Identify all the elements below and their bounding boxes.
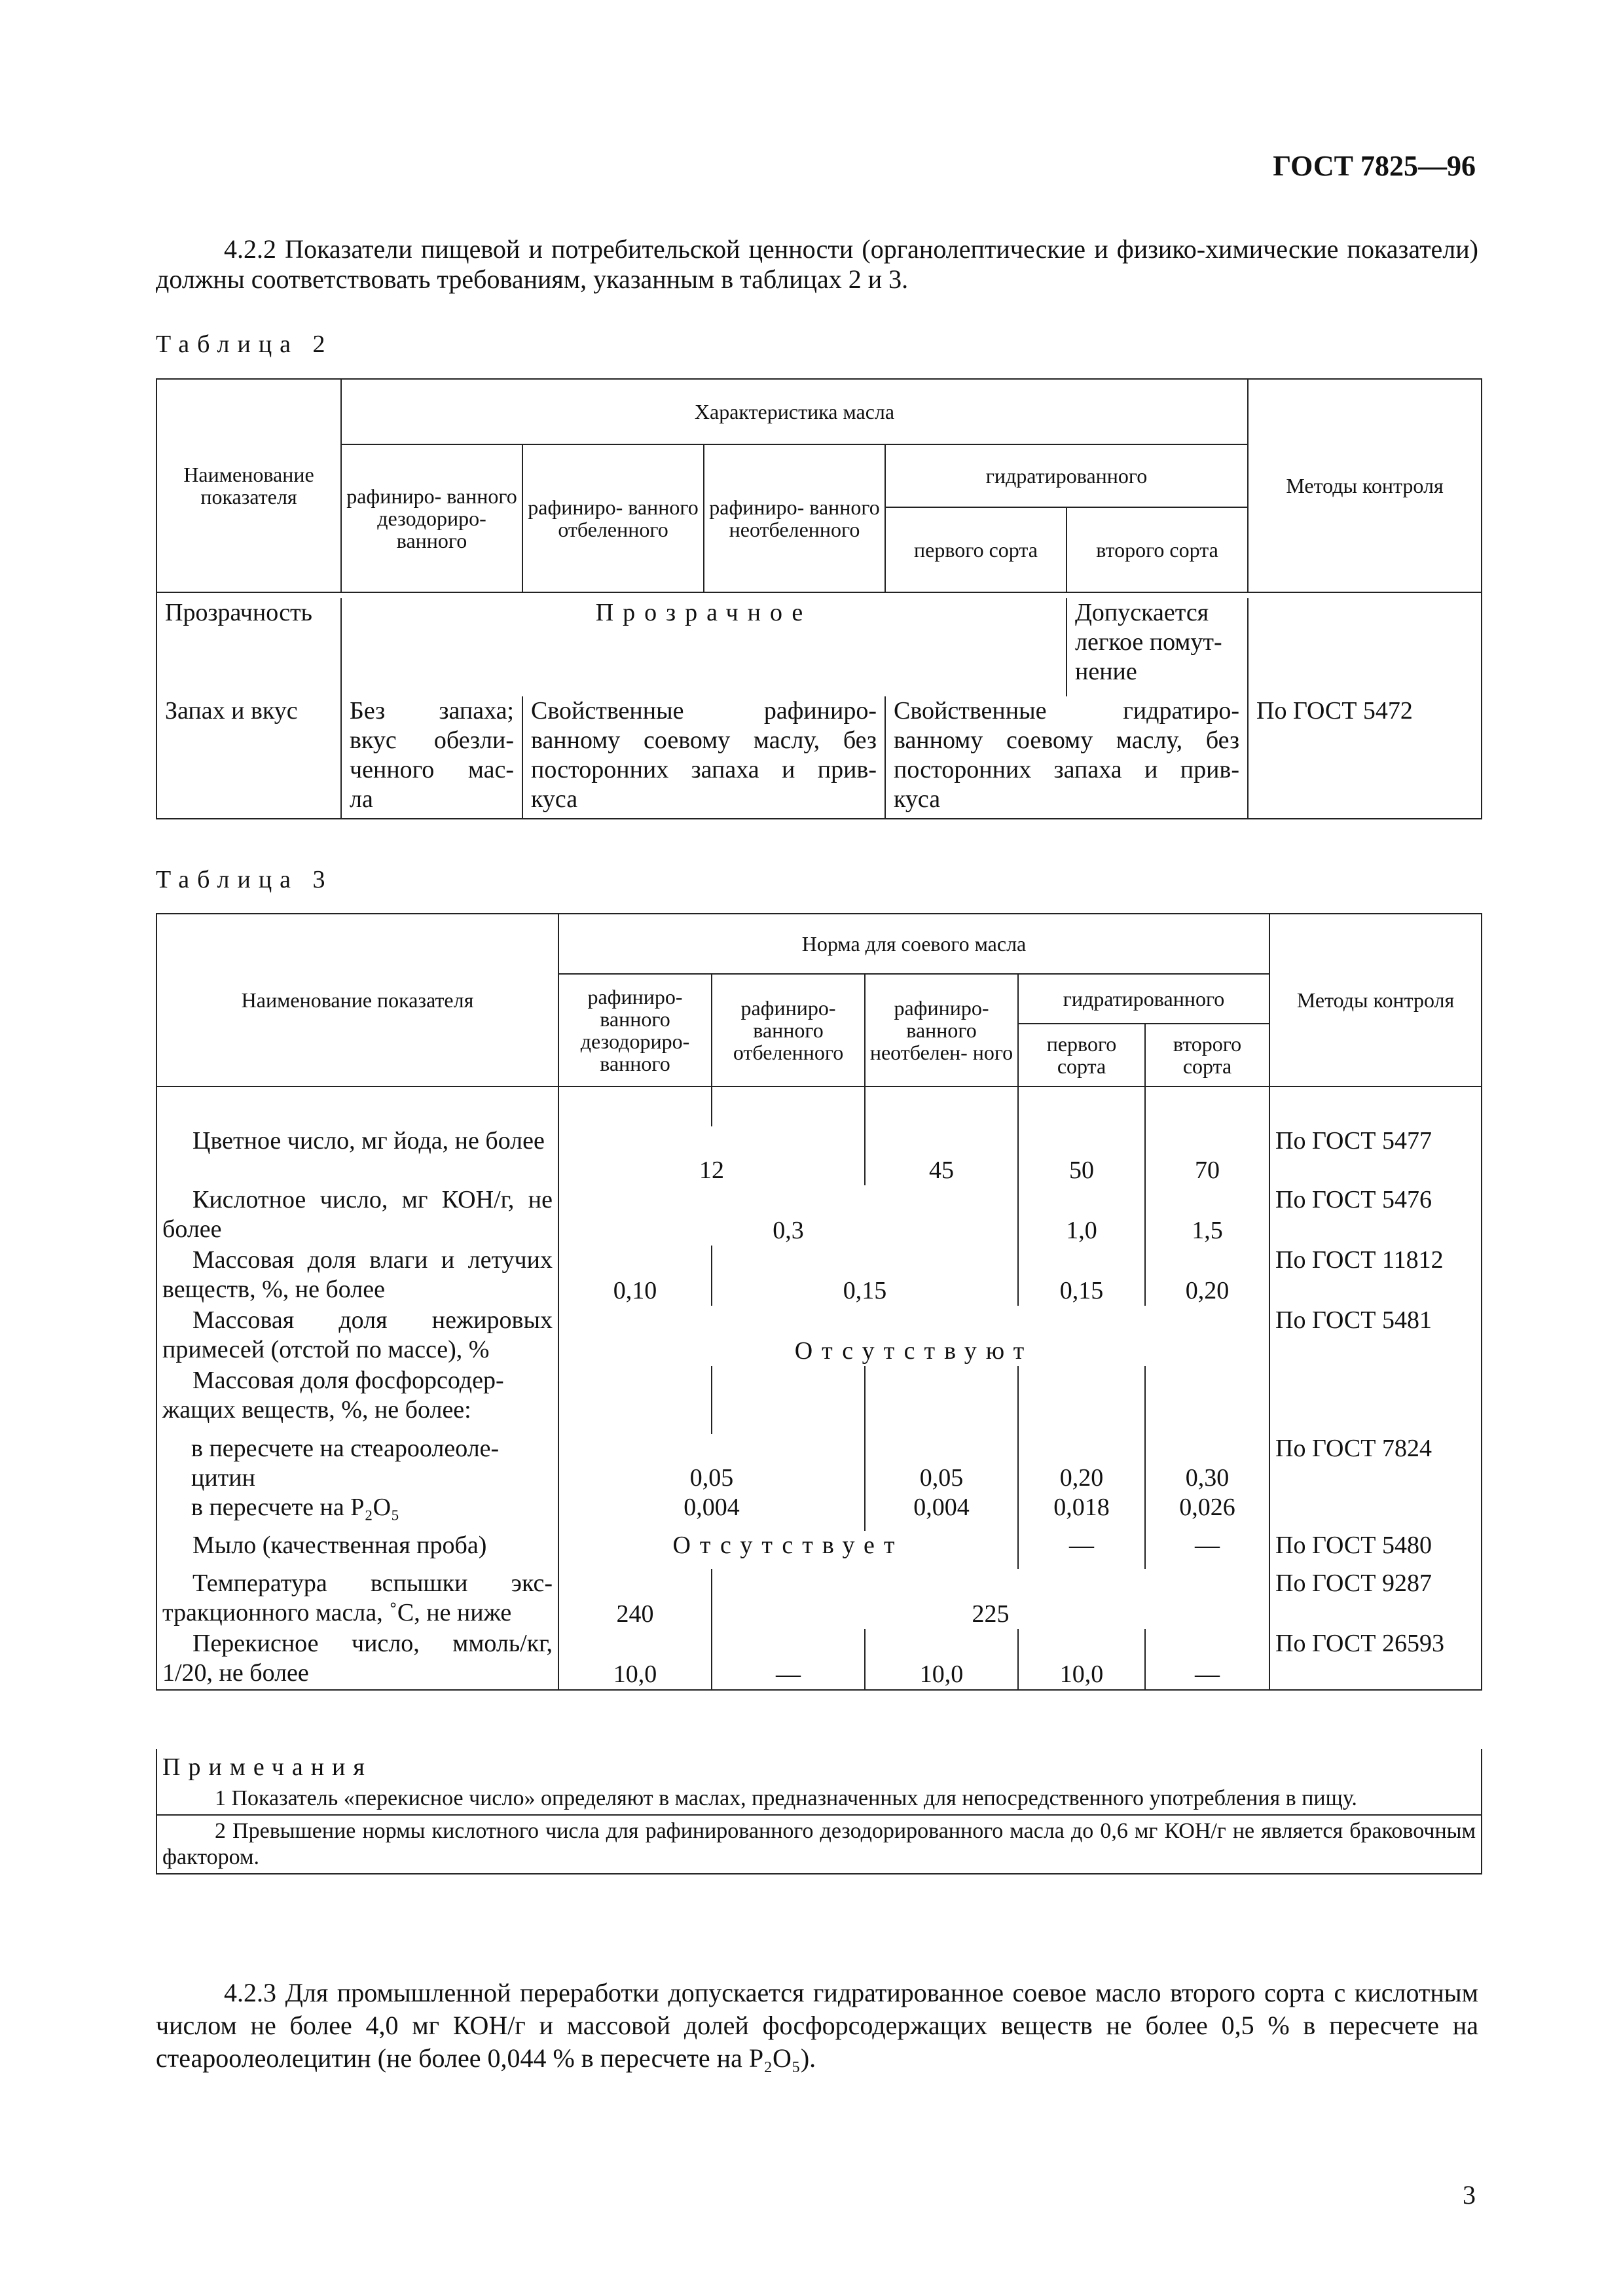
t3-row-name: Кислотное число, мг КОН/г, не более <box>156 1185 558 1246</box>
t3-header-raf-deo: рафиниро- ванного дезодориро- ванного <box>558 974 712 1086</box>
t3-cell-raf-deo: 10,0 <box>558 1629 712 1690</box>
document-header: ГОСТ 7825—96 <box>1273 150 1476 182</box>
t3-header-norm: Норма для соевого масла <box>558 914 1269 974</box>
t3-row-name: Мыло (качественная проба) <box>156 1531 558 1569</box>
t3-cell-raf-all: 0,3 <box>558 1185 1018 1246</box>
t3-cell-first: 0,20 <box>1018 1434 1145 1493</box>
t3-cell-first: 0,018 <box>1018 1493 1145 1531</box>
t2-header-hydr: гидратированного <box>885 444 1248 507</box>
t3-cell-method: По ГОСТ 5477 <box>1269 1126 1482 1185</box>
t3-cell-first: 50 <box>1018 1126 1145 1185</box>
table3-caption: Таблица 3 <box>156 866 333 893</box>
t3-header-raf-neotb: рафиниро- ванного неотбелен- ного <box>865 974 1018 1086</box>
t3-row-name: Температура вспышки экс- тракционного масла, ˚С, не ниже <box>156 1569 558 1629</box>
paragraph-4-2-3: 4.2.3 Для промышленной переработки допускается гидратированное соевое масло второго сорта с кислотным числом не более 4,0 мг КОН/г и массовой долей фосфорсодержащих веществ не более 0,5 % в пересчете на стеароолеолецитин (не более 0,044 % в пересчете на P₂O₅). <box>156 1978 1478 2073</box>
note-2: 2 Превышение нормы кислотного числа для рафинированного дезодорированного масла до 0,6 мг КОН/г не является браковочным фактором. <box>157 1814 1481 1873</box>
t3-cell-first: 1,0 <box>1018 1185 1145 1246</box>
page-number: 3 <box>1463 2180 1476 2210</box>
t3-header-methods: Методы контроля <box>1269 914 1482 1086</box>
t2-header-raf-otb: рафиниро- ванного отбеленного <box>522 444 704 592</box>
t3-cell-method: По ГОСТ 9287 <box>1269 1569 1482 1629</box>
t2-row-transparency-value: Прозрачное <box>341 598 1067 696</box>
table-2 <box>156 378 1482 819</box>
t3-header-first: первого сорта <box>1018 1024 1145 1086</box>
t2-header-name: Наименование показателя <box>156 379 341 592</box>
t2-header-second: второго сорта <box>1067 507 1248 592</box>
table3-notes <box>156 1749 1482 1874</box>
note-1: 1 Показатель «перекисное число» определяют в маслах, предназначенных для непосредственного употребления в пищу. <box>215 1786 1357 1810</box>
t3-cell-first: 0,15 <box>1018 1246 1145 1306</box>
paragraph-4-2-2: 4.2.2 Показатели пищевой и потребительской ценности (органолептические и физико-химические показатели) должны соответствовать требованиям, указанным в таблицах 2 и 3. <box>156 234 1478 294</box>
t3-cell-second: 70 <box>1145 1126 1269 1185</box>
t3-cell-raf-neotb: 10,0 <box>865 1629 1018 1690</box>
t3-row-name: в пересчете на P₂O₅ <box>156 1493 558 1531</box>
t2-row-smell-method: По ГОСТ 5472 <box>1248 696 1482 819</box>
t3-cell-method: По ГОСТ 11812 <box>1269 1246 1482 1306</box>
t3-row-moisture <box>156 1246 1482 1306</box>
t3-cell-raf-otb: — <box>712 1629 865 1690</box>
t2-header-first: первого сорта <box>885 507 1067 592</box>
t3-cell-second: — <box>1145 1629 1269 1690</box>
t2-header-raf-deo: рафиниро- ванного дезодориро- ванного <box>341 444 522 592</box>
t3-cell-method: По ГОСТ 7824 <box>1269 1434 1482 1493</box>
t2-header-characteristic: Характеристика масла <box>341 379 1248 444</box>
table2-caption: Таблица 2 <box>156 331 333 358</box>
t2-row-transparency-name: Прозрачность <box>156 598 341 696</box>
t2-row-transparency-second: Допускается легкое помут- нение <box>1067 598 1248 696</box>
t3-cell-method: По ГОСТ 5480 <box>1269 1531 1482 1569</box>
t2-row-smell-name: Запах и вкус <box>156 696 341 819</box>
t3-cell-all: Отсутствуют <box>558 1306 1269 1366</box>
t3-row-flashpoint <box>156 1569 1482 1629</box>
t3-cell-raf-neotb: 45 <box>865 1126 1018 1185</box>
t2-header-raf-neotb: рафиниро- ванного неотбеленного <box>704 444 885 592</box>
t2-row-smell-hydr: Свойственные гидратиро- ванному соевому маслу, без посторонних запаха и прив- куса <box>885 696 1248 819</box>
t3-row-name: в пересчете на стеароолеоле- цитин <box>156 1434 558 1493</box>
t3-cell-second: 0,30 <box>1145 1434 1269 1493</box>
table-3 <box>156 913 1482 1691</box>
t3-cell-raf-deo: 0,10 <box>558 1246 712 1306</box>
t3-row-p2o5 <box>156 1493 1482 1531</box>
t2-row-smell-raf: Свойственные рафиниро- ванному соевому маслу, без посторонних запаха и прив- куса <box>522 696 885 819</box>
t3-cell-raf-deo-otb: 0,004 <box>558 1493 865 1531</box>
t3-cell-second: — <box>1145 1531 1269 1569</box>
t3-cell-second: 1,5 <box>1145 1185 1269 1246</box>
t3-row-name: Массовая доля влаги и летучих веществ, %, не более <box>156 1246 558 1306</box>
t3-header-raf-otb: рафиниро- ванного отбеленного <box>712 974 865 1086</box>
t3-row-soap <box>156 1531 1482 1569</box>
notes-heading: Примечания <box>162 1753 373 1781</box>
t3-cell-method: По ГОСТ 5476 <box>1269 1185 1482 1246</box>
t3-cell-first: 10,0 <box>1018 1629 1145 1690</box>
t3-cell-second: 0,026 <box>1145 1493 1269 1531</box>
t3-header-second: второго сорта <box>1145 1024 1269 1086</box>
t3-cell-raf-all: Отсутствует <box>558 1531 1018 1569</box>
t3-row-impurities <box>156 1306 1482 1366</box>
t3-cell-raf-neotb: 0,004 <box>865 1493 1018 1531</box>
t3-cell-method: По ГОСТ 26593 <box>1269 1629 1482 1690</box>
t3-cell-raf-otb-neotb: 0,15 <box>712 1246 1018 1306</box>
t3-row-name: Цветное число, мг йода, не более <box>156 1126 558 1185</box>
t3-row-name: Перекисное число, ммоль/кг, 1/20, не более <box>156 1629 558 1690</box>
t3-row-name: Массовая доля фосфорсодер- жащих веществ, %, не более: <box>156 1366 558 1434</box>
t3-cell-raf-neotb: 0,05 <box>865 1434 1018 1493</box>
t3-row-name: Массовая доля нежировых примесей (отстой по массе), % <box>156 1306 558 1366</box>
t3-cell-first: — <box>1018 1531 1145 1569</box>
t2-row-smell-deo: Без запаха; вкус обезли- ченного мас- ла <box>341 696 522 819</box>
t3-cell-raf-deo-otb: 0,05 <box>558 1434 865 1493</box>
t3-cell-raf-deo-otb: 12 <box>558 1126 865 1185</box>
t3-row-color <box>156 1126 1482 1185</box>
t3-row-lecithin <box>156 1434 1482 1493</box>
t3-cell-rest: 225 <box>712 1569 1269 1629</box>
t3-cell-method: По ГОСТ 5481 <box>1269 1306 1482 1366</box>
t3-header-hydr: гидратированного <box>1018 974 1269 1024</box>
t3-row-peroxide <box>156 1629 1482 1690</box>
t3-cell-second: 0,20 <box>1145 1246 1269 1306</box>
t3-row-acid <box>156 1185 1482 1246</box>
t3-row-phosphorus <box>156 1366 1482 1434</box>
t3-cell-raf-deo: 240 <box>558 1569 712 1629</box>
t2-header-methods: Методы контроля <box>1248 379 1482 592</box>
t3-header-name: Наименование показателя <box>156 914 558 1086</box>
